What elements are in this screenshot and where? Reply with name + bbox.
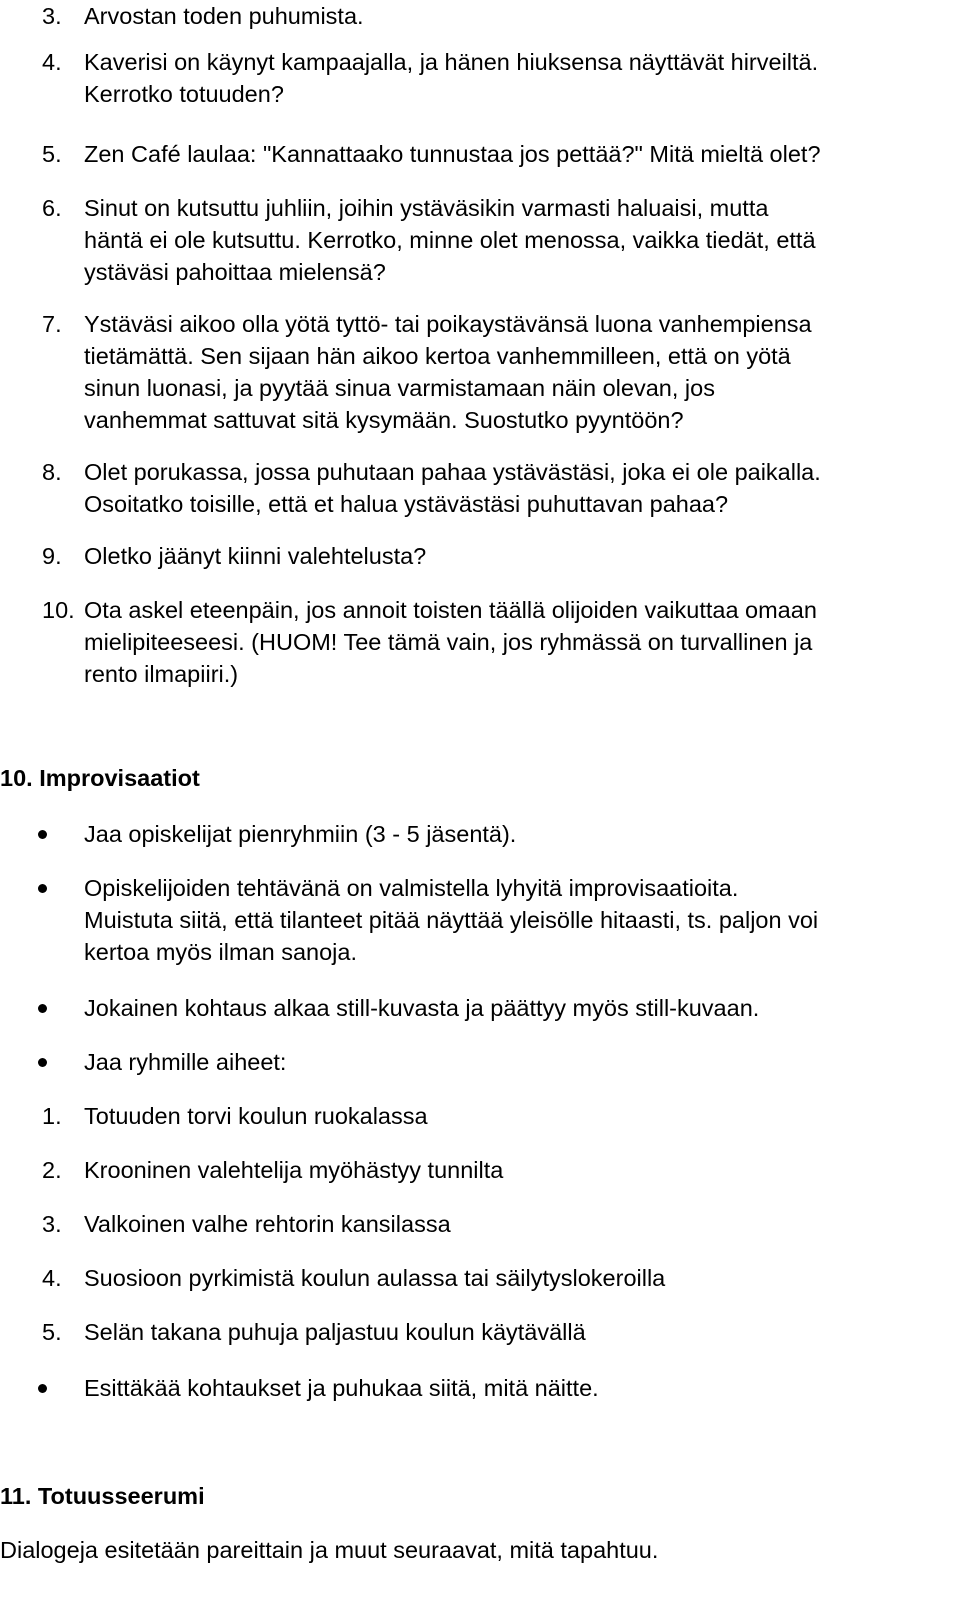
topic-text: Krooninen valehtelija myöhästyy tunnilta <box>84 1157 504 1183</box>
bullet-text: Esittäkää kohtaukset ja puhukaa siitä, mitä näitte. <box>84 1375 599 1401</box>
question-number: 3. <box>42 3 62 29</box>
question-text: Oletko jäänyt kiinni valehtelusta? <box>84 543 427 569</box>
question-text: Ota askel eteenpäin, jos annoit toisten täällä olijoiden vaikuttaa omaan <box>84 597 817 623</box>
bullet-text: Muistuta siitä, että tilanteet pitää näyttää yleisölle hitaasti, ts. paljon voi <box>84 907 819 933</box>
question-text: Ystäväsi aikoo olla yötä tyttö- tai poikaystävänsä luona vanhempiensa <box>84 311 812 337</box>
question-text: sinun luonasi, ja pyytää sinua varmistamaan näin olevan, jos <box>84 375 715 401</box>
question-number: 7. <box>42 311 62 337</box>
bullet-icon <box>38 884 47 893</box>
question-text: ystäväsi pahoittaa mielensä? <box>84 259 386 285</box>
bullet-text: kertoa myös ilman sanoja. <box>84 939 357 965</box>
topic-number: 4. <box>42 1265 62 1291</box>
bullet-icon <box>38 830 47 839</box>
bullet-text: Jaa opiskelijat pienryhmiin (3 - 5 jäsentä). <box>84 821 517 847</box>
topic-text: Suosioon pyrkimistä koulun aulassa tai säilytyslokeroilla <box>84 1265 666 1291</box>
question-text: tietämättä. Sen sijaan hän aikoo kertoa vanhemmilleen, että on yötä <box>84 343 791 369</box>
question-number: 5. <box>42 141 62 167</box>
topic-text: Selän takana puhuja paljastuu koulun käytävällä <box>84 1319 586 1345</box>
question-text: Zen Café laulaa: "Kannattaako tunnustaa jos pettää?" Mitä mieltä olet? <box>84 141 821 167</box>
topic-number: 5. <box>42 1319 62 1345</box>
bullet-text: Jaa ryhmille aiheet: <box>84 1049 287 1075</box>
section-heading: 11. Totuusseerumi <box>0 1483 205 1509</box>
bullet-text: Opiskelijoiden tehtävänä on valmistella lyhyitä improvisaatioita. <box>84 875 739 901</box>
question-text: Osoitatko toisille, että et halua ystävästäsi puhuttavan pahaa? <box>84 491 729 517</box>
question-text: Kerrotko totuuden? <box>84 81 284 107</box>
question-number: 4. <box>42 49 62 75</box>
question-text: vanhemmat sattuvat sitä kysymään. Suostutko pyyntöön? <box>84 407 684 433</box>
topic-text: Totuuden torvi koulun ruokalassa <box>84 1103 428 1129</box>
question-text: Sinut on kutsuttu juhliin, joihin ystäväsikin varmasti haluaisi, mutta <box>84 195 769 221</box>
question-text: mielipiteeseesi. (HUOM! Tee tämä vain, jos ryhmässä on turvallinen ja <box>84 629 813 655</box>
question-text: Arvostan toden puhumista. <box>84 3 364 29</box>
question-text: rento ilmapiiri.) <box>84 661 239 687</box>
question-number: 8. <box>42 459 62 485</box>
question-number: 9. <box>42 543 62 569</box>
bullet-icon <box>38 1058 47 1067</box>
topic-number: 1. <box>42 1103 62 1129</box>
question-text: häntä ei ole kutsuttu. Kerrotko, minne olet menossa, vaikka tiedät, että <box>84 227 816 253</box>
question-text: Kaverisi on käynyt kampaajalla, ja hänen hiuksensa näyttävät hirveiltä. <box>84 49 819 75</box>
question-number: 10. <box>42 597 75 623</box>
question-text: Olet porukassa, jossa puhutaan pahaa ystävästäsi, joka ei ole paikalla. <box>84 459 821 485</box>
bullet-icon <box>38 1004 47 1013</box>
topic-number: 3. <box>42 1211 62 1237</box>
section-text: Dialogeja esitetään pareittain ja muut seuraavat, mitä tapahtuu. <box>0 1537 659 1563</box>
bullet-text: Jokainen kohtaus alkaa still-kuvasta ja päättyy myös still-kuvaan. <box>84 995 760 1021</box>
bullet-icon <box>38 1384 47 1393</box>
topic-text: Valkoinen valhe rehtorin kansilassa <box>84 1211 451 1237</box>
section-heading: 10. Improvisaatiot <box>0 765 200 791</box>
topic-number: 2. <box>42 1157 62 1183</box>
question-number: 6. <box>42 195 62 221</box>
